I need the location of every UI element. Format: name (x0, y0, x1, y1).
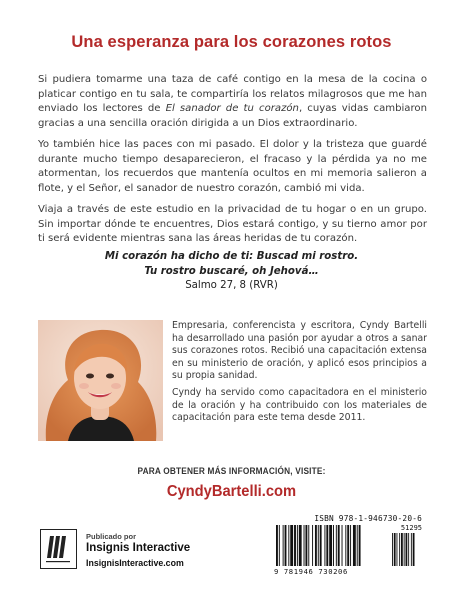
barcode-icon (274, 525, 422, 567)
barcode-addon: 51295 (400, 524, 422, 532)
testimony-paragraph: Yo también hice las paces con mi pasado. El dolor y la tristeza que guardé durante mucho tiempo desaparecieron, el fracaso y la pérdida ya no me atormentan, los recuerdos que mantenía ocultos en mi memoria salieron a flote, y el Señor, el sanador de nuestro corazón, cambió mi vida. (38, 139, 427, 194)
intro-text-start: Si pudiera tomarme una taza de café contigo en la mesa de la cocina o platicar contigo en tu sala, te compartiría los relatos milagrosos que me han enviado los lectores de (38, 74, 427, 115)
intro-text-end: , cuyas vidas cambiaron gracias a una sencilla oración dirigida a un Dios extraordinario. (38, 103, 427, 129)
publisher-logo (40, 529, 77, 569)
author-bio-2: Cyndy ha servido como capacitadora en el ministerio de la oración y ha contribuido con los materiales de capacitación para este tema desde 2011. (172, 387, 427, 424)
verse-line-1: Mi corazón ha dicho de ti: Buscad mi rostro. (104, 251, 359, 262)
intro-paragraph (38, 73, 427, 131)
barcode (274, 514, 422, 576)
verse-reference: Salmo 27, 8 (RVR) (185, 280, 278, 292)
invitation-paragraph: Viaja a través de este estudio en la privacidad de tu hogar o en un grupo. Sin importar dónde te encuentres, Dios estará contigo, y su tierno amor por ti será evidente mientras sana las áreas heridas de tu corazón. (38, 204, 427, 245)
publisher-website[interactable]: InsignisInteractive.com (86, 558, 184, 568)
publisher-name: Insignis Interactive (86, 542, 191, 554)
book-title: El sanador de tu corazón (165, 103, 299, 115)
ean-number: 9 781946 730206 (274, 567, 348, 576)
publisher-logo-icon (41, 530, 75, 567)
author-photo-icon (38, 320, 163, 441)
author-bio-1: Empresaria, conferencista y escritora, Cyndy Bartelli ha desarrollado una pasión por ayudar a otros a sanar sus corazones rotos. Recibió una capacitación extensa en su ministerio de oración, y aplicó esos principios a su propia sanidad. (172, 320, 427, 382)
more-info-label: PARA OBTENER MÁS INFORMACIÓN, VISITE: (137, 466, 326, 476)
author-website[interactable]: CyndyBartelli.com (166, 483, 297, 500)
publisher-label: Publicado por (86, 532, 137, 541)
isbn-number: ISBN 978-1-946730-20-6 (314, 514, 422, 523)
author-photo (38, 320, 163, 441)
scripture-quote (0, 250, 463, 294)
page-title: Una esperanza para los corazones rotos (71, 33, 392, 51)
verse-line-2: Tu rostro buscaré, oh Jehová… (144, 265, 319, 277)
